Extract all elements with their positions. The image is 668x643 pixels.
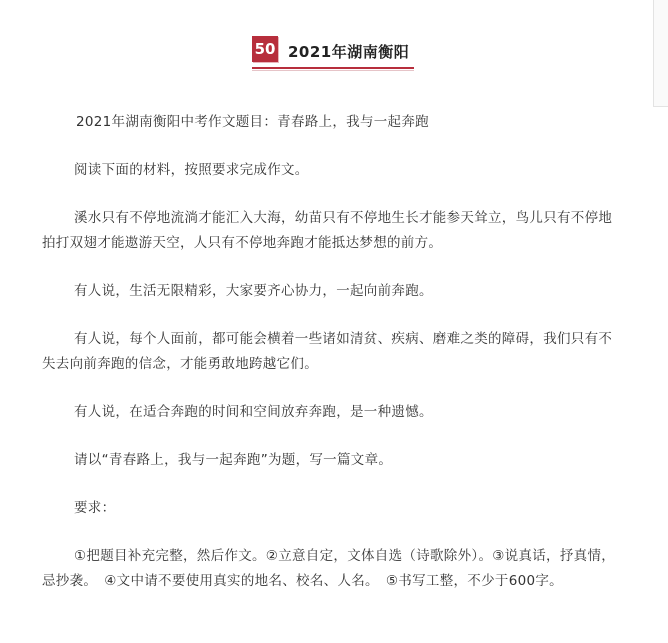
title-underline-shadow (252, 70, 414, 71)
requirements-label: 要求： (74, 500, 116, 516)
task-paragraph: 请以“青春路上，我与一起奔跑”为题，写一篇文章。 (74, 452, 393, 468)
material-paragraph: 溪水只有不停地流淌才能汇入大海，幼苗只有不停地生长才能参天耸立，鸟儿只有不停地拍打双翅才能遨游天空，人只有不停地奔跑才能抵达梦想的前方。 (42, 210, 613, 251)
opinion-paragraph-1: 有人说，生活无限精彩，大家要齐心协力，一起向前奔跑。 (74, 283, 433, 299)
number-badge: 50 (252, 36, 278, 62)
instruction-paragraph: 阅读下面的材料，按照要求完成作文。 (74, 162, 309, 178)
scroll-panel-edge (653, 0, 668, 107)
requirements-list: ①把题目补充完整，然后作文。②立意自定，文体自选（诗歌除外）。③说真话，抒真情，忌抄袭。 ④文中请不要使用真实的地名、校名、人名。 ⑤书写工整，不少于600字。 (42, 548, 616, 589)
opinion-paragraph-2: 有人说，每个人面前，都可能会横着一些诸如清贫、疾病、磨难之类的障碍，我们只有不失去向前奔跑的信念，才能勇敢地跨越它们。 (42, 331, 613, 372)
opinion-paragraph-3: 有人说，在适合奔跑的时间和空间放弃奔跑，是一种遗憾。 (74, 404, 433, 420)
section-title: 2021年湖南衡阳 (288, 43, 410, 61)
section-header (252, 34, 409, 68)
title-underline (252, 67, 414, 69)
essay-prompt-heading: 2021年湖南衡阳中考作文题目：青春路上，我与一起奔跑 (76, 114, 429, 130)
article-body (42, 110, 624, 617)
